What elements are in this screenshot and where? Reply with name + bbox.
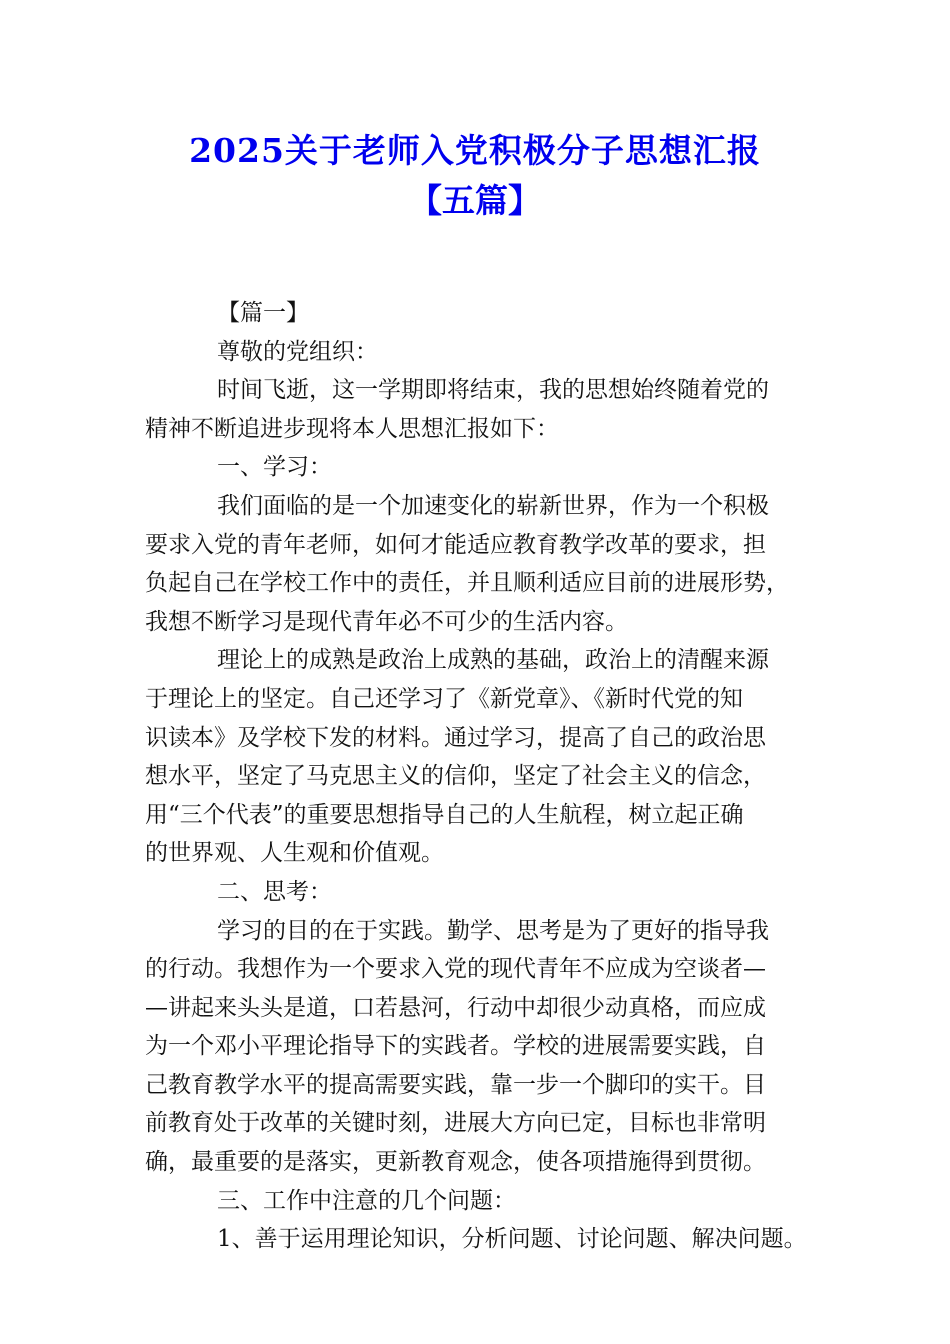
body-line: 己教育教学水平的提高需要实践，靠一步一个脚印的实干。目: [145, 1071, 766, 1098]
body-line: 精神不断追进步现将本人思想汇报如下：: [145, 415, 559, 442]
document-body: [145, 294, 825, 1259]
body-line: 的世界观、人生观和价值观。: [145, 840, 444, 867]
body-line: 尊敬的党组织：: [217, 338, 378, 365]
body-line: 负起自己在学校工作中的责任，并且顺利适应目前的进展形势，: [145, 570, 789, 597]
body-line: 确，最重要的是落实，更新教育观念，使各项措施得到贯彻。: [145, 1149, 766, 1176]
body-line: —讲起来头头是道，口若悬河，行动中却很少动真格，而应成: [145, 994, 766, 1021]
document-title-line2: 【五篇】: [409, 181, 541, 220]
body-line: 二、思考：: [217, 878, 332, 905]
body-line: 于理论上的坚定。自己还学习了《新党章》、《新时代党的知: [145, 685, 743, 712]
body-line: 1、善于运用理论知识，分析问题、讨论问题、解决问题。: [217, 1226, 807, 1253]
body-line: 一、学习：: [217, 454, 332, 481]
body-line: 要求入党的青年老师，如何才能适应教育教学改革的要求，担: [145, 531, 766, 558]
body-line: 学习的目的在于实践。勤学、思考是为了更好的指导我: [217, 917, 769, 944]
document-title-line1: 2025关于老师入党积极分子思想汇报: [189, 131, 761, 170]
body-line: 三、工作中注意的几个问题：: [217, 1187, 516, 1214]
body-line: 我们面临的是一个加速变化的崭新世界，作为一个积极: [217, 492, 769, 519]
body-line: 想水平，坚定了马克思主义的信仰，坚定了社会主义的信念，: [145, 763, 766, 790]
body-line: 理论上的成熟是政治上成熟的基础，政治上的清醒来源: [217, 647, 769, 674]
body-line: 识读本》及学校下发的材料。通过学习，提高了自己的政治思: [145, 724, 766, 751]
body-line: 的行动。我想作为一个要求入党的现代青年不应成为空谈者—: [145, 956, 766, 983]
body-line: 用“三个代表”的重要思想指导自己的人生航程，树立起正确: [145, 801, 744, 828]
body-line: 为一个邓小平理论指导下的实践者。学校的进展需要实践，自: [145, 1033, 766, 1060]
body-line: 时间飞逝，这一学期即将结束，我的思想始终随着党的: [217, 377, 769, 404]
body-line: 前教育处于改革的关键时刻，进展大方向已定，目标也非常明: [145, 1110, 766, 1137]
body-line: 【篇一】: [217, 300, 309, 326]
body-line: 我想不断学习是现代青年必不可少的生活内容。: [145, 608, 628, 635]
